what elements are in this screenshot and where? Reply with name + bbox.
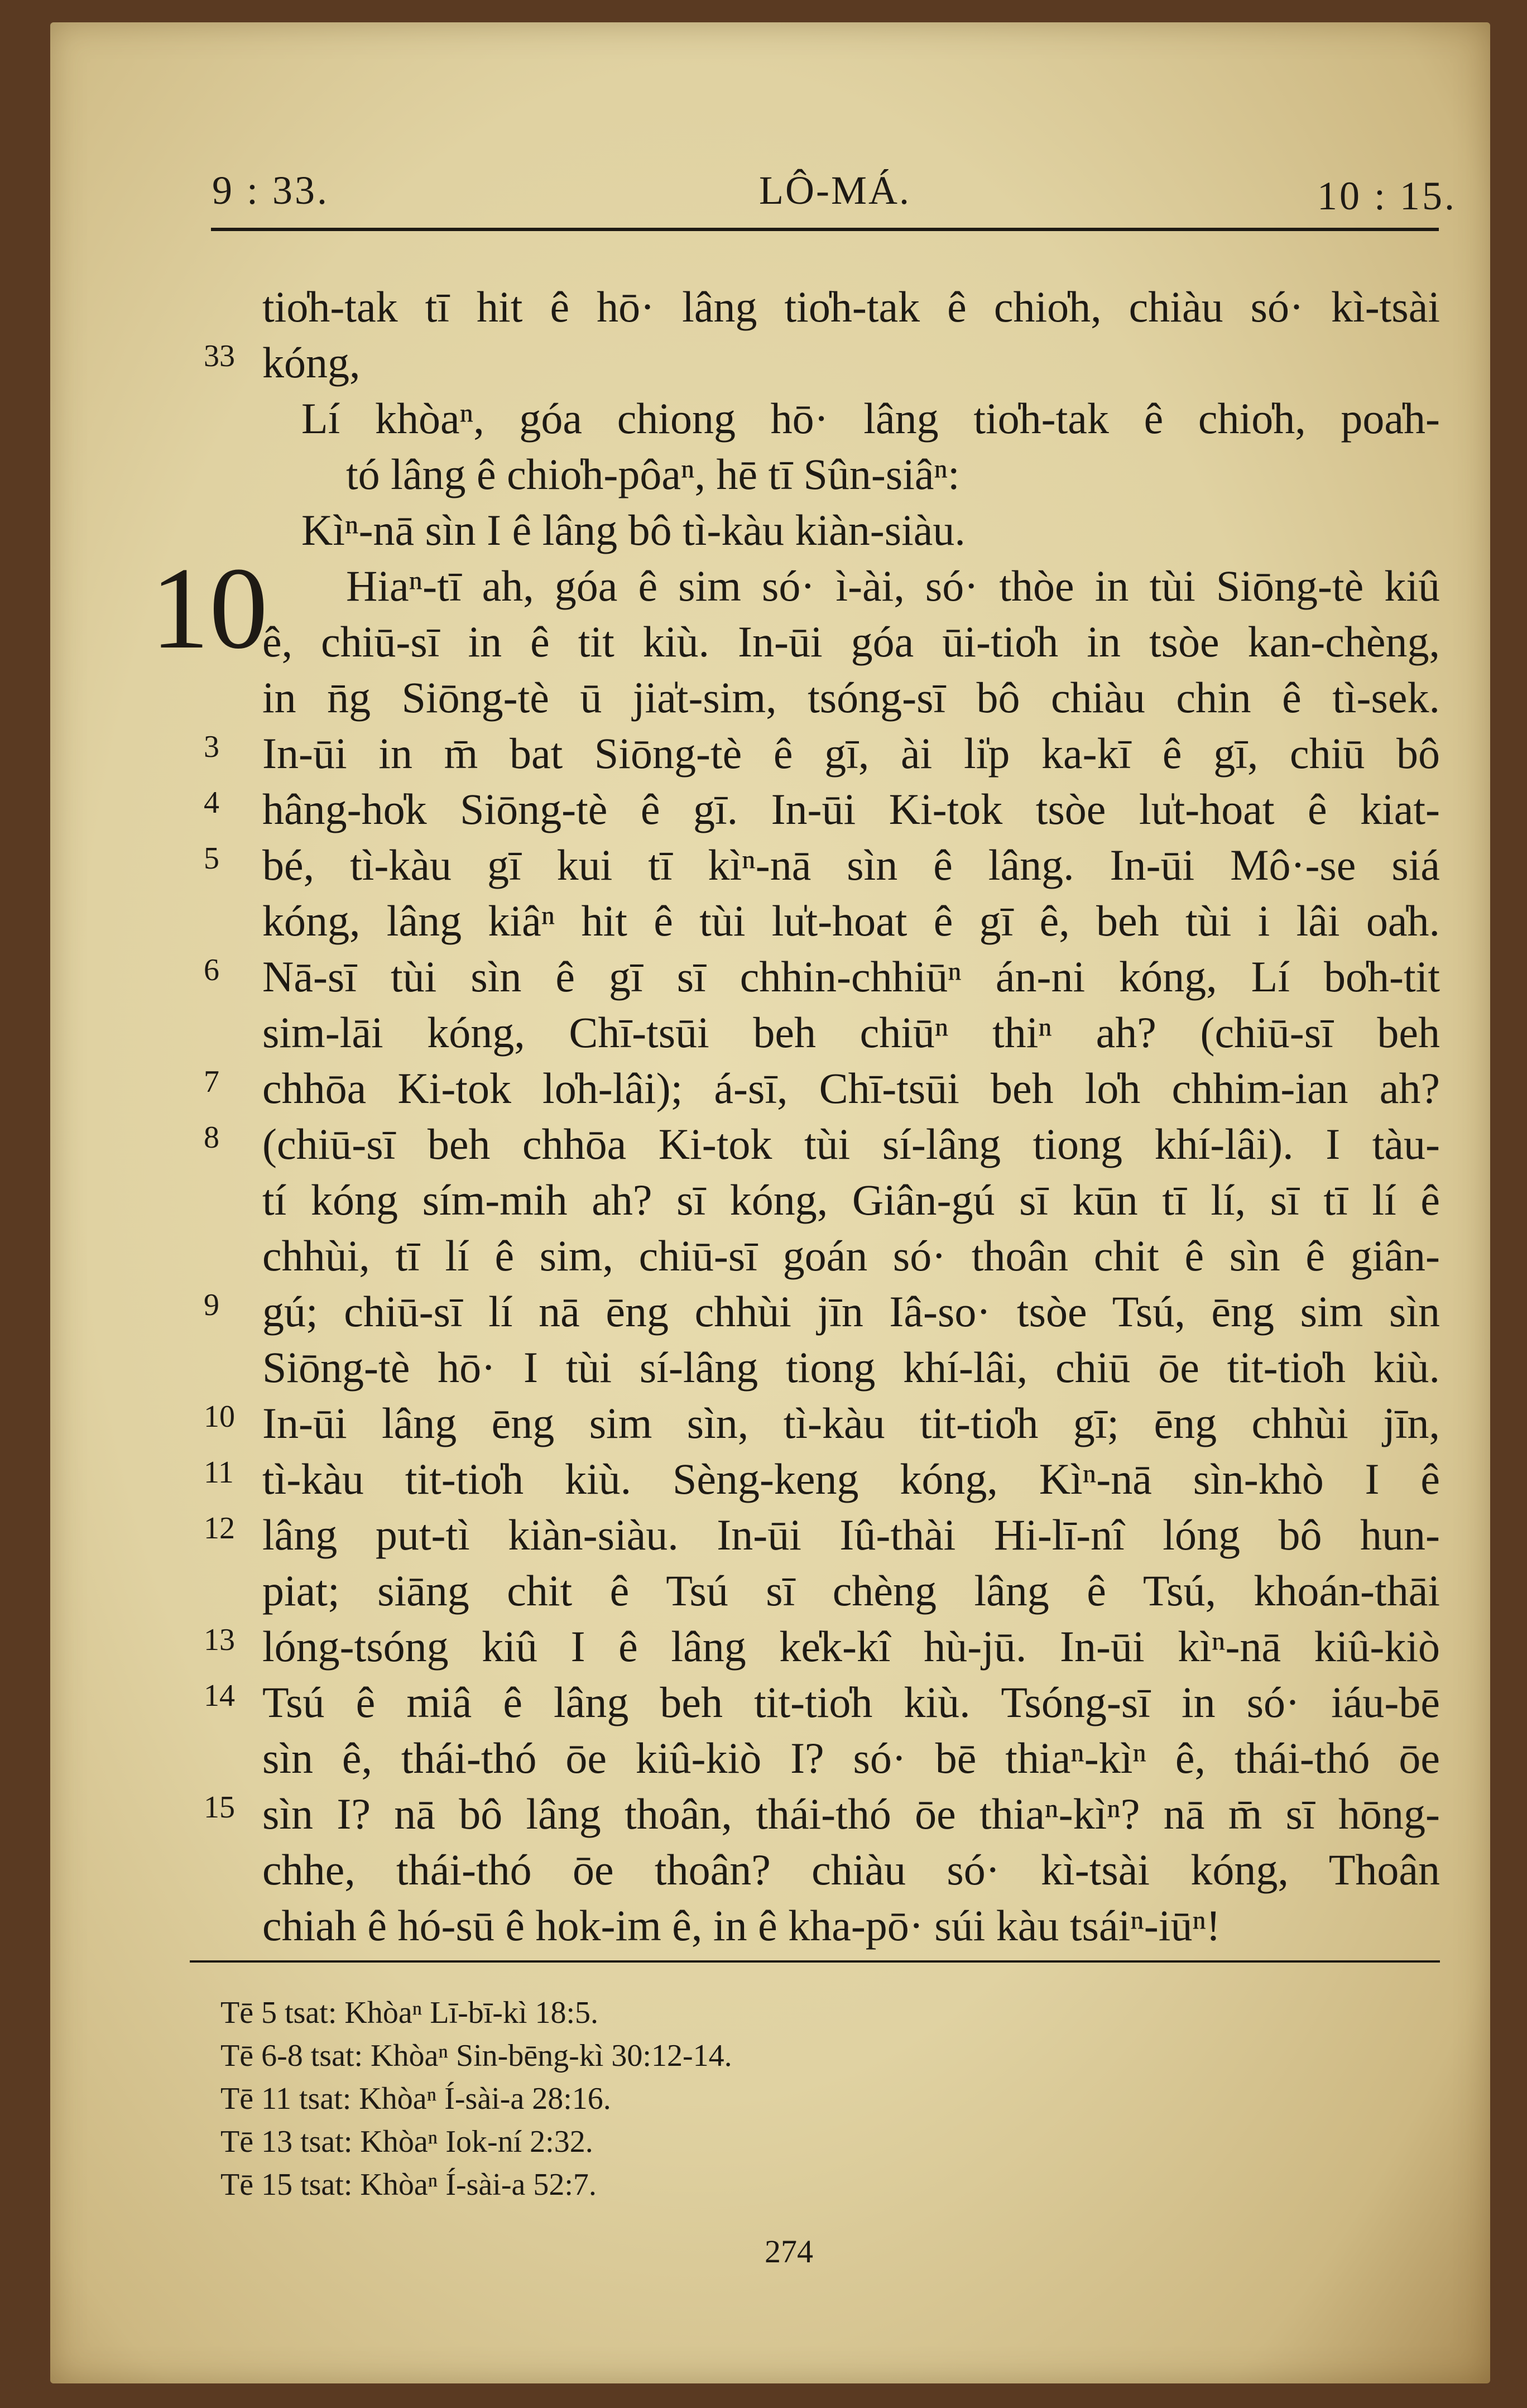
text-line	[262, 391, 1440, 447]
text-line	[262, 1730, 1440, 1786]
text-line	[204, 1284, 1440, 1340]
line-text: lâng put-tì kiàn-siàu. In-ūi Iû-thài Hi-lī-nî lóng bô hun-	[262, 1510, 1440, 1559]
text-line	[204, 949, 1440, 1005]
line-text: Tsú ê miâ ê lâng beh tit-tio̍h kiù. Tsóng-sī in só· iáu-bē	[262, 1678, 1440, 1726]
verse-number: 11	[204, 1455, 234, 1490]
line-text: tó lâng ê chio̍h-pôaⁿ, hē tī Sûn-siâⁿ:	[346, 450, 960, 498]
line-text: (chiū-sī beh chhōa Ki-tok tùi sí-lâng tiong khí-lâi). I tàu-	[262, 1120, 1440, 1168]
line-text: tì-kàu tit-tio̍h kiù. Sèng-keng kóng, Kìⁿ-nā sìn-khò I ê	[262, 1455, 1440, 1503]
line-text: Nā-sī tùi sìn ê gī sī chhin-chhiūⁿ án-ni kóng, Lí bo̍h-tit	[262, 952, 1440, 1001]
text-line	[262, 279, 1440, 335]
text-line	[262, 558, 1440, 614]
line-text: ê, chiū-sī in ê tit kiù. In-ūi góa ūi-tio̍h in tsòe kan-chèng,	[262, 617, 1440, 666]
footnote: Tē 6-8 tsat: Khòaⁿ Sin-bēng-kì 30:12-14.	[220, 2038, 732, 2073]
footnotes	[220, 1992, 1281, 2206]
chapter-number: 10	[151, 544, 268, 673]
line-text: chhùi, tī lí ê sim, chiū-sī goán só· thoân chit ê sìn ê giân-	[262, 1231, 1440, 1280]
body-text	[204, 279, 1440, 1954]
verse-number: 13	[204, 1623, 235, 1657]
text-line	[204, 781, 1440, 837]
verse-number: 7	[204, 1064, 219, 1099]
text-line	[204, 837, 1440, 893]
verse-number: 14	[204, 1678, 235, 1713]
text-line	[262, 1172, 1440, 1228]
running-head-right: 10 : 15.	[1317, 174, 1457, 218]
line-text: chhe, thái-thó ōe thoân? chiàu só· kì-tsài kóng, Thoân	[262, 1845, 1440, 1894]
verse-number: 4	[204, 785, 219, 820]
header-rule	[211, 228, 1439, 231]
line-text: chhōa Ki-tok lo̍h-lâi); á-sī, Chī-tsūi beh lo̍h chhim-ian ah?	[262, 1064, 1440, 1112]
line-text: Lí khòaⁿ, góa chiong hō· lâng tio̍h-tak ê chio̍h, poa̍h-	[301, 394, 1440, 443]
footnote: Tē 13 tsat: Khòaⁿ Iok-ní 2:32.	[220, 2124, 593, 2159]
text-line	[204, 1116, 1440, 1172]
line-text: sìn I? nā bô lâng thoân, thái-thó ōe thiaⁿ-kìⁿ? nā m̄ sī hōng-	[262, 1790, 1440, 1838]
line-text: in n̄g Siōng-tè ū jia̍t-sim, tsóng-sī bô chiàu chin ê tì-sek.	[262, 673, 1440, 722]
line-text: chiah ê hó-sū ê hok-im ê, in ê kha-pō· súi kàu tsáiⁿ-iūⁿ!	[262, 1901, 1221, 1950]
text-line	[262, 502, 1440, 558]
line-text: tí kóng sím-mih ah? sī kóng, Giân-gú sī kūn tī lí, sī tī lí ê	[262, 1176, 1440, 1224]
text-line	[204, 1786, 1440, 1842]
line-text: piat; siāng chit ê Tsú sī chèng lâng ê Tsú, khoán-thāi	[262, 1566, 1440, 1615]
line-text: Siōng-tè hō· I tùi sí-lâng tiong khí-lâi, chiū ōe tit-tio̍h kiù.	[262, 1343, 1440, 1392]
text-line	[262, 670, 1440, 726]
text-line	[262, 1228, 1440, 1284]
text-line	[204, 1451, 1440, 1507]
line-text: kóng,	[262, 338, 361, 387]
verse-number: 12	[204, 1511, 235, 1546]
line-text: lóng-tsóng kiû I ê lâng ke̍k-kî hù-jū. In-ūi kìⁿ-nā kiû-kiò	[262, 1622, 1440, 1671]
verse-number: 10	[204, 1399, 235, 1434]
footnote: Tē 15 tsat: Khòaⁿ Í-sài-a 52:7.	[220, 2167, 597, 2202]
line-text: tio̍h-tak tī hit ê hō· lâng tio̍h-tak ê chio̍h, chiàu só· kì-tsài	[262, 282, 1440, 331]
text-line	[262, 614, 1440, 670]
verse-number: 15	[204, 1790, 235, 1825]
text-line	[262, 893, 1440, 949]
line-text: In-ūi lâng ēng sim sìn, tì-kàu tit-tio̍h gī; ēng chhùi jīn,	[262, 1399, 1440, 1447]
verse-number: 8	[204, 1120, 219, 1155]
verse-number: 33	[204, 339, 235, 373]
text-line	[204, 335, 1440, 391]
running-head-title: LÔ-MÁ.	[759, 168, 911, 213]
line-text: Kìⁿ-nā sìn I ê lâng bô tì-kàu kiàn-siàu.	[301, 506, 966, 554]
footnote: Tē 11 tsat: Khòaⁿ Í-sài-a 28:16.	[220, 2081, 611, 2116]
line-text: hâng-ho̍k Siōng-tè ê gī. In-ūi Ki-tok tsòe lu̍t-hoat ê kiat-	[262, 785, 1440, 833]
text-line	[204, 1395, 1440, 1451]
text-line	[204, 1507, 1440, 1563]
text-line	[204, 726, 1440, 781]
footnote-rule	[190, 1960, 1440, 1963]
text-line	[204, 1619, 1440, 1675]
text-line	[262, 447, 1440, 502]
text-line	[262, 1563, 1440, 1619]
line-text: Hiaⁿ-tī ah, góa ê sim só· ì-ài, só· thòe in tùi Siōng-tè kiû	[346, 562, 1440, 610]
line-text: sim-lāi kóng, Chī-tsūi beh chiūⁿ thiⁿ ah? (chiū-sī beh	[262, 1008, 1440, 1057]
line-text: gú; chiū-sī lí nā ēng chhùi jīn Iâ-so· tsòe Tsú, ēng sim sìn	[262, 1287, 1440, 1336]
text-line	[262, 1842, 1440, 1898]
running-head-left: 9 : 33.	[212, 168, 330, 213]
text-line	[262, 1005, 1440, 1061]
line-text: sìn ê, thái-thó ōe kiû-kiò I? só· bē thiaⁿ-kìⁿ ê, thái-thó ōe	[262, 1734, 1440, 1782]
line-text: In-ūi in m̄ bat Siōng-tè ê gī, ài li̍p ka-kī ê gī, chiū bô	[262, 729, 1440, 778]
line-text: kóng, lâng kiâⁿ hit ê tùi lu̍t-hoat ê gī ê, beh tùi i lâi oa̍h.	[262, 896, 1440, 945]
verse-number: 5	[204, 841, 219, 876]
line-text: bé, tì-kàu gī kui tī kìⁿ-nā sìn ê lâng. In-ūi Mô·-se siá	[262, 841, 1440, 889]
text-line	[262, 1340, 1440, 1395]
running-head	[212, 162, 1457, 223]
verse-number: 9	[204, 1288, 219, 1322]
text-line	[204, 1675, 1440, 1730]
verse-number: 3	[204, 730, 219, 764]
text-line	[262, 1898, 1440, 1954]
text-line	[204, 1061, 1440, 1116]
verse-number: 6	[204, 953, 219, 987]
page-number: 274	[765, 2233, 813, 2270]
footnote: Tē 5 tsat: Khòaⁿ Lī-bī-kì 18:5.	[220, 1996, 599, 2030]
